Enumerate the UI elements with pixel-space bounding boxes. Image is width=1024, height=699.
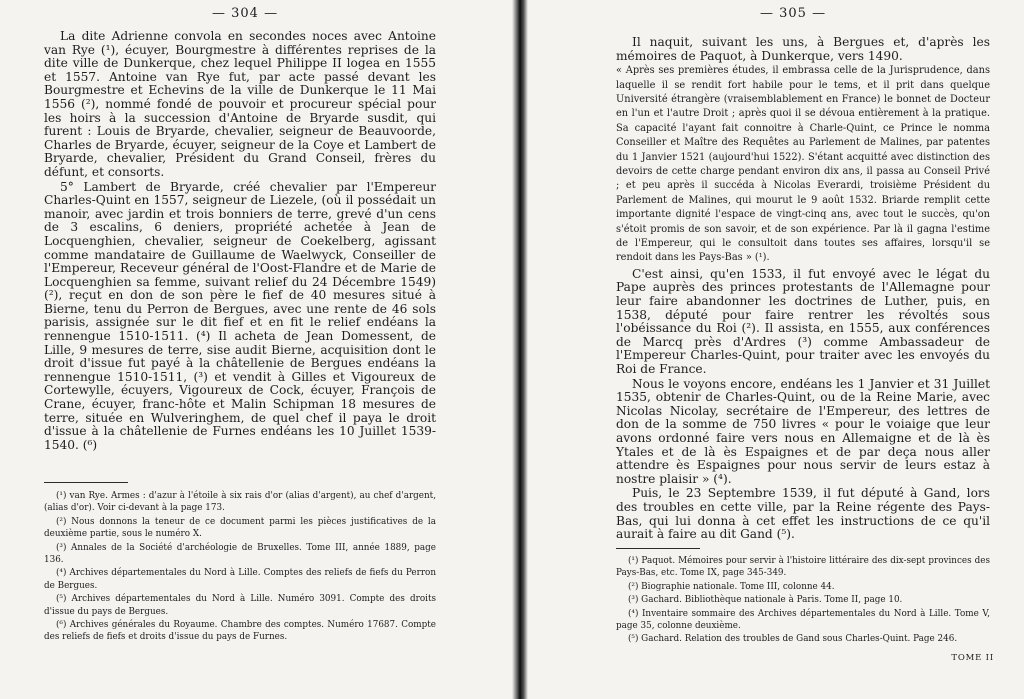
- footnote: (²) Nous donnons la teneur de ce document parmi les pièces justificatives de la deuxième partie, sous le numéro X.: [44, 516, 436, 540]
- page-number: — 304 —: [212, 6, 279, 21]
- page-number: — 305 —: [760, 6, 827, 21]
- paragraph: Nous le voyons encore, endéans les 1 Janvier et 31 Juillet 1535, obtenir de Charles-Quint, ou de la Reine Marie, avec Nicolas Nicolay, secrétaire de l'Empereur, des lettres de don de la somme de 750 livres « pour le voiaige que leur avons ordonné faire vers nous en Allemaigne et de là ès Ytales et de là ès Espaignes et de par deça nous aller attendre ès Espaignes pour nous servir de leurs estaz à nostre plaisir » (⁴).: [616, 376, 990, 486]
- footnote-divider: [44, 482, 128, 483]
- footnote: (⁴) Archives départementales du Nord à Lille. Comptes des reliefs de fiefs du Perron de Bergues.: [44, 568, 436, 591]
- footnote: (²) Biographie nationale. Tome III, colonne 44.: [628, 581, 835, 592]
- intro-paragraph: Il naquit, suivant les uns, à Bergues et, d'après les mémoires de Paquot, à Dunkerque, vers 1490.: [616, 35, 990, 63]
- footnote: (⁶) Archives générales du Royaume. Chambre des comptes. Numéro 17687. Compte des reliefs de fiefs et droits d'issue du pays de Furnes.: [44, 620, 436, 643]
- tome-label: TOME II: [951, 653, 994, 663]
- paragraph: La dite Adrienne convola en secondes noces avec Antoine van Rye (¹), écuyer, Bourgmestre à différentes reprises de la dite ville de Dunkerque, chez lequel Philippe II logea en 1555 et 1557. Antoine van Rye fut, par acte passé devant les Bourgmestre et Echevins de la ville de Dunkerque le 11 Mai 1556 (²), nommé fondé de pouvoir et procureur spécial pour les hoirs à la succession d'Antoine de Bryarde susdit, qui furent : Louis de Bryarde, chevalier, seigneur de Beauvoorde, Charles de Bryarde, écuyer, seigneur de la Coye et Lambert de Bryarde, chevalier, Président du Grand Conseil, frères du défunt, et consorts.: [44, 29, 436, 179]
- body-text: [44, 30, 436, 453]
- paragraph: 5° Lambert de Bryarde, créé chevalier par l'Empereur Charles-Quint en 1557, seigneur de Liezele, (où il possédait un manoir, avec jardin et trois bonniers de terre, grevé d'un cens de 3 escalins, 6 deniers, propriété achetée à Jean de Locquenghien, chevalier, seigneur de Coekelberg, agissant comme mandataire de Guillaume de Waelwyck, Conseiller de l'Empereur, Receveur général de l'Oost-Flandre et de Marie de Locquenghien sa femme, suivant relief du 24 Décembre 1549) (²), reçut en don de son père le fief de 40 mesures situé à Bierne, tenu du Perron de Bergues, avec une rente de 46 sols parisis, assignée sur le dit fief et en fit le relief endéans la rennengue 1510-1511. (⁴) Il acheta de Jean Domessent, de Lille, 9 mesures de terre, sise audit Bierne, acquisition dont le droit d'issue fut payé à la châtellenie de Bergues endéans la rennengue 1510-1511, (³) et vendit à Gilles et Vigoureux de Cortewylle, écuyers, Vigoureux de Cock, écuyer, François de Crane, écuyer, franc-hôte et Malin Schipman 18 mesures de terre, située en Wulveringhem, de quel chef il paya le droit d'issue à la châtellenie de Furnes endéans les 10 Juillet 1539-1540. (⁶): [44, 179, 436, 452]
- footnote: (⁵) Gachard. Relation des troubles de Gand sous Charles-Quint. Page 246.: [628, 634, 958, 645]
- paragraph: C'est ainsi, qu'en 1533, il fut envoyé avec le légat du Pape auprès des princes protestants de l'Allemagne pour leur faire abandonner les doctrines de Luther, puis, en 1538, député pour faire rentrer les révoltés sous l'obéissance du Roi (²). Il assista, en 1555, aux conférences de Marcq près d'Ardres (³) comme Ambassadeur de l'Empereur Charles-Quint, pour traiter avec les envoyés du Roi de France.: [616, 266, 990, 377]
- body-text: [616, 36, 990, 543]
- footnote: (³) Annales de la Société d'archéologie de Bruxelles. Tome III, année 1889, page 136.: [44, 542, 436, 566]
- footnotes: [44, 490, 436, 645]
- paragraph: Puis, le 23 Septembre 1539, il fut député à Gand, lors des troubles en cette ville, par la Reine régente des Pays-Bas, qui lui donna à cet effet les instructions de ce qu'il aurait à faire au dit Gand (⁵).: [616, 486, 990, 542]
- footnote: (³) Gachard. Bibliothèque nationale à Paris. Tome II, page 10.: [628, 595, 903, 606]
- footnote-divider: [616, 548, 700, 549]
- quotation: « Après ses premières études, il embrassa celle de la Jurisprudence, dans laquelle il se rendit fort habile pour le tems, et il prit dans quelque Université étrangère (vraisemblablement en France) le bonnet de Docteur en l'un et l'autre Droit ; après quoi il se dévoua entièrement à la pratique. Sa capacité l'ayant fait connoitre à Charle-Quint, ce Prince le nomma Conseiller et Maître des Requêtes au Parlement de Malines, par patentes du 1 Janvier 1521 (aujourd'hui 1522). S'étant acquitté avec distinction des devoirs de cette charge pendant environ dix ans, il passa au Conseil Privé ; et peu après il succéda à Nicolas Everardi, troisième Président du Parlement de Malines, qui mourut le 9 août 1532. Briarde remplit cette importante dignité l'espace de vingt-cinq ans, avec tout le succès, qu'on s'étoit promis de son savoir, et de son expérience. Par là il gagna l'estime de l'Empereur, qui le consultoit dans toutes ses affaires, lorsqu'il se rendoit dans les Pays-Bas » (¹).: [616, 65, 990, 264]
- footnote: (¹) van Rye. Armes : d'azur à l'étoile à six rais d'or (alias d'argent), au chef d'argent, (alias d'or). Voir ci-devant à la page 173.: [44, 491, 436, 514]
- footnote: (¹) Paquot. Mémoires pour servir à l'histoire littéraire des dix-sept provinces des Pays-Bas, etc. Tome IX, page 345-349.: [616, 556, 990, 579]
- right-page: [528, 0, 1024, 699]
- footnote: (⁵) Archives départementales du Nord à Lille. Numéro 3091. Compte des droits d'issue du pays de Bergues.: [44, 594, 436, 617]
- footnote: (⁴) Inventaire sommaire des Archives départementales du Nord à Lille. Tome V, page 35, colonne deuxième.: [616, 608, 990, 632]
- footnotes: [616, 555, 990, 647]
- book-spine: [512, 0, 528, 699]
